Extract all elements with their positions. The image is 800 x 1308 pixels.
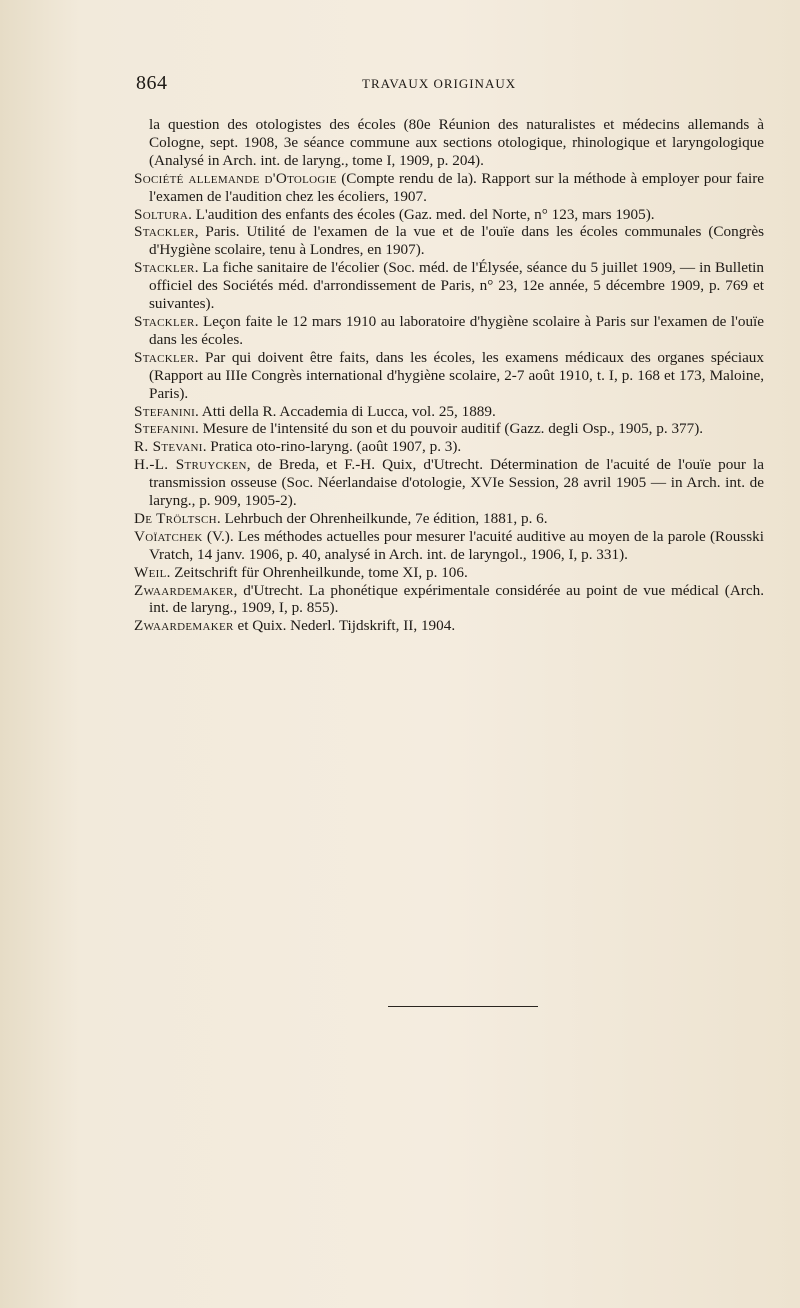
entry-author: Voïatchek <box>134 527 203 545</box>
bibliography-entry <box>134 528 764 564</box>
bibliography-entry <box>134 206 764 224</box>
entry-text: (V.). Les méthodes actuelles pour mesurer l'acuité auditive au moyen de la parole (Rousski Vratch, 14 janv. 1906, p. 40, analysé in Arch. int. de laryngol., 1906, I, p. 331). <box>149 527 764 563</box>
entry-text: . La fiche sanitaire de l'écolier (Soc. méd. de l'Élysée, séance du 5 juillet 1909, — in Bulletin officiel des Sociétés méd. d'arrondissement de Paris, n° 23, 12e année, 5 décembre 1909, p. 769 et suivantes). <box>149 259 764 313</box>
entry-text: . Pratica oto-rino-laryng. (août 1907, p. 3). <box>202 438 462 456</box>
bibliography-entry <box>134 617 764 635</box>
entry-text: . Lehrbuch der Ohrenheilkunde, 7e édition, 1881, p. 6. <box>216 509 548 527</box>
page-number: 864 <box>136 72 168 94</box>
entry-author: Stefanini <box>134 420 196 438</box>
bibliography-entry <box>134 403 764 421</box>
entry-author: Société allemande d'Otologie <box>134 169 337 187</box>
entry-text: . Par qui doivent être faits, dans les écoles, les examens médicaux des organes spéciaux (Rapport au IIIe Congrès international d'hygiène scolaire, 2-7 août 1910, t. I, p. 168 et 173, Maloine, Paris). <box>149 348 764 402</box>
entry-author: Stackler <box>134 312 195 330</box>
entry-text: et Quix. Nederl. Tijdskrift, II, 1904. <box>233 617 456 635</box>
bibliography-entry <box>134 420 764 438</box>
entry-text: . Zeitschrift für Ohrenheilkunde, tome XI, p. 106. <box>166 563 468 581</box>
bibliography-entry <box>134 456 764 510</box>
bibliography-entry <box>134 582 764 618</box>
bibliography-entry <box>134 223 764 259</box>
bibliography-entry <box>134 349 764 403</box>
bibliography-entry <box>134 313 764 349</box>
entry-text: . Leçon faite le 12 mars 1910 au laboratoire d'hygiène scolaire à Paris sur l'examen de l'ouïe dans les écoles. <box>149 312 764 348</box>
entry-text: , d'Utrecht. La phonétique expérimentale considérée au point de vue médical (Arch. int. de laryng., 1909, I, p. 855). <box>149 581 764 617</box>
entry-author: Stefanini <box>134 402 196 420</box>
bibliography-entry <box>134 259 764 313</box>
entry-author: Soltura <box>134 205 189 223</box>
entry-author: R. Stevani <box>134 438 203 456</box>
bibliography-entry <box>134 116 764 170</box>
entry-text: la question des otologistes des écoles (80e Réunion des naturalistes et médecins allemands à Cologne, sept. 1908, 3e séance commune aux sections otologique, rhinologique et laryngologique (Analysé in Arch. int. de laryng., tome I, 1909, p. 204). <box>149 116 764 169</box>
section-end-rule <box>388 1006 538 1007</box>
bibliography-entry <box>134 564 764 582</box>
entry-author: Stackler <box>134 348 195 366</box>
entry-author: Weil <box>134 563 167 581</box>
entry-author: De Tröltsch <box>134 509 217 527</box>
entry-text: , de Breda, et F.-H. Quix, d'Utrecht. Détermination de l'acuité de l'ouïe pour la transmission osseuse (Soc. Néerlandaise d'otologie, XVIe Session, 28 avril 1905 — in Arch. int. de laryng., p. 909, 1905-2). <box>149 456 764 510</box>
entry-text: . Atti della R. Accademia di Lucca, vol. 25, 1889. <box>195 402 496 420</box>
running-title: TRAVAUX ORIGINAUX <box>362 76 517 91</box>
entry-text: . Mesure de l'intensité du son et du pouvoir auditif (Gazz. degli Osp., 1905, p. 377). <box>195 420 704 438</box>
entry-author: H.-L. Struycken <box>134 456 247 474</box>
entry-author: Zwaardemaker <box>134 581 234 599</box>
entry-text: . L'audition des enfants des écoles (Gaz. med. del Norte, n° 123, mars 1905). <box>188 205 655 223</box>
entry-text: , Paris. Utilité de l'examen de la vue et de l'ouïe dans les écoles communales (Congrès d'Hygiène scolaire, tenu à Londres, en 1907). <box>149 223 764 259</box>
bibliography-entry <box>134 438 764 456</box>
bibliography-list <box>134 116 764 635</box>
bibliography-entry <box>134 170 764 206</box>
bibliography-entry <box>134 510 764 528</box>
entry-author: Stackler <box>134 259 195 277</box>
entry-author: Stackler <box>134 223 195 241</box>
entry-author: Zwaardemaker <box>134 617 234 635</box>
entry-text: (Compte rendu de la). Rapport sur la méthode à employer pour faire l'examen de l'audition chez les écoliers, 1907. <box>149 169 764 205</box>
